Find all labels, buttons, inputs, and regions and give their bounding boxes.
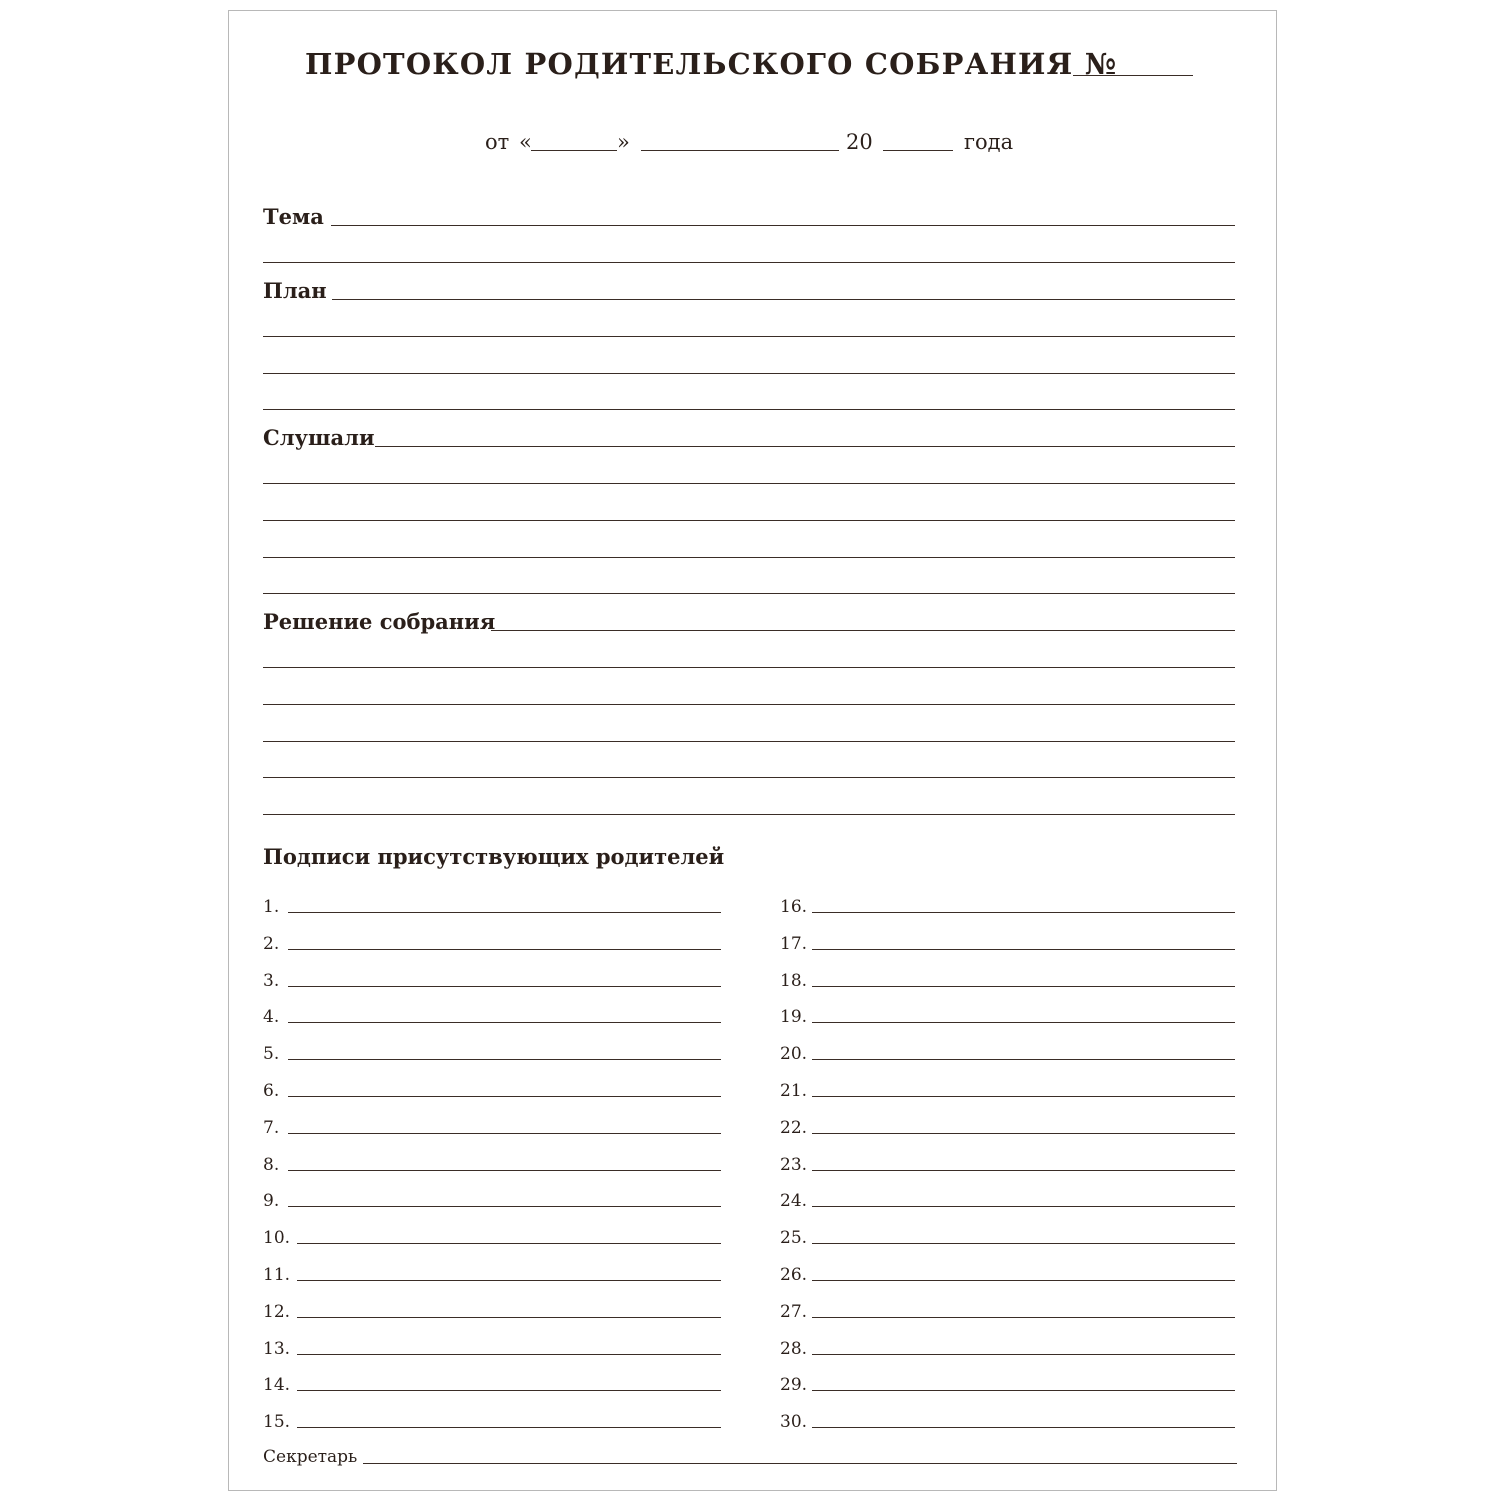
signature-number: 16. [780,897,808,917]
signature-number: 25. [780,1228,808,1249]
signature-line[interactable] [812,912,1235,913]
signature-line[interactable] [812,1133,1235,1134]
signature-line[interactable] [812,1317,1235,1318]
signature-number: 7. [263,1117,280,1138]
signature-number: 3. [263,970,280,991]
signature-line[interactable] [812,1206,1235,1207]
plan-field-line[interactable] [263,336,1235,337]
year-word: года [964,130,1014,154]
decision-field-line[interactable] [263,667,1235,668]
signature-number: 8. [263,1154,280,1175]
topic-field-line[interactable] [263,262,1235,263]
form-title: ПРОТОКОЛ РОДИТЕЛЬСКОГО СОБРАНИЯ № [305,47,1118,81]
signature-line[interactable] [288,1133,721,1134]
signature-line[interactable] [297,1390,721,1391]
signature-line[interactable] [812,1427,1235,1428]
signature-line[interactable] [297,1280,721,1281]
signature-line[interactable] [288,1206,721,1207]
signature-number: 10. [263,1228,291,1249]
topic-field-line[interactable] [331,225,1235,226]
signature-number: 23. [780,1154,808,1175]
signature-line[interactable] [288,986,721,987]
signature-number: 20. [780,1044,808,1065]
signature-line[interactable] [812,986,1235,987]
decision-field-line[interactable] [491,630,1235,631]
signature-number: 14. [263,1375,291,1396]
signature-number: 2. [263,933,280,954]
signature-line[interactable] [288,1059,721,1060]
heard-field-line[interactable] [263,520,1235,521]
signature-number: 1. [263,897,280,917]
decision-field-line[interactable] [263,741,1235,742]
heard-field-line[interactable] [263,593,1235,594]
signature-number: 28. [780,1338,808,1359]
decision-field-line[interactable] [263,704,1235,705]
signature-line[interactable] [288,912,721,913]
signatures-heading: Подписи присутствующих родителей [263,844,725,869]
century-prefix: 20 [846,130,873,154]
signature-number: 5. [263,1044,280,1065]
protocol-form-page [228,10,1277,1491]
signature-line[interactable] [288,1096,721,1097]
signature-number: 18. [780,970,808,991]
signature-line[interactable] [812,949,1235,950]
signature-line[interactable] [297,1317,721,1318]
signature-number: 13. [263,1338,291,1359]
heard-field-line[interactable] [375,446,1235,447]
signature-line[interactable] [812,1096,1235,1097]
secretary-label: Секретарь [263,1447,358,1467]
signature-line[interactable] [812,1170,1235,1171]
decision-field-line[interactable] [263,777,1235,778]
plan-field-line[interactable] [263,409,1235,410]
signature-number: 24. [780,1191,808,1212]
signature-line[interactable] [288,949,721,950]
heard-label: Слушали [263,425,375,450]
signature-number: 12. [263,1301,291,1322]
signature-line[interactable] [812,1022,1235,1023]
signature-number: 22. [780,1117,808,1138]
secretary-signature-field[interactable] [363,1463,1237,1464]
plan-field-line[interactable] [263,373,1235,374]
decision-label: Решение собрания [263,609,496,634]
signature-line[interactable] [297,1427,721,1428]
quote-close: » [617,130,630,154]
date-from-label: от [485,130,510,154]
signature-line[interactable] [297,1354,721,1355]
plan-label: План [263,278,327,303]
signature-number: 11. [263,1265,291,1285]
year-field[interactable] [883,150,953,151]
protocol-number-field[interactable] [1073,75,1193,76]
quote-open: « [519,130,532,154]
signature-number: 6. [263,1081,280,1101]
signature-number: 19. [780,1007,808,1028]
signature-number: 30. [780,1412,808,1433]
signature-number: 26. [780,1265,808,1285]
heard-field-line[interactable] [263,557,1235,558]
signature-number: 17. [780,933,808,954]
decision-field-line[interactable] [263,814,1235,815]
signature-number: 29. [780,1375,808,1396]
signature-number: 27. [780,1301,808,1322]
signature-line[interactable] [812,1390,1235,1391]
signature-number: 4. [263,1007,280,1028]
heard-field-line[interactable] [263,483,1235,484]
day-field[interactable] [531,150,617,151]
signature-line[interactable] [297,1243,721,1244]
signature-number: 21. [780,1081,808,1101]
signature-line[interactable] [288,1170,721,1171]
signature-number: 9. [263,1191,280,1212]
signature-line[interactable] [812,1354,1235,1355]
signature-number: 15. [263,1412,291,1433]
signature-line[interactable] [812,1280,1235,1281]
topic-label: Тема [263,204,324,229]
month-field[interactable] [641,150,839,151]
signature-line[interactable] [812,1243,1235,1244]
signature-line[interactable] [288,1022,721,1023]
plan-field-line[interactable] [332,299,1235,300]
signature-line[interactable] [812,1059,1235,1060]
